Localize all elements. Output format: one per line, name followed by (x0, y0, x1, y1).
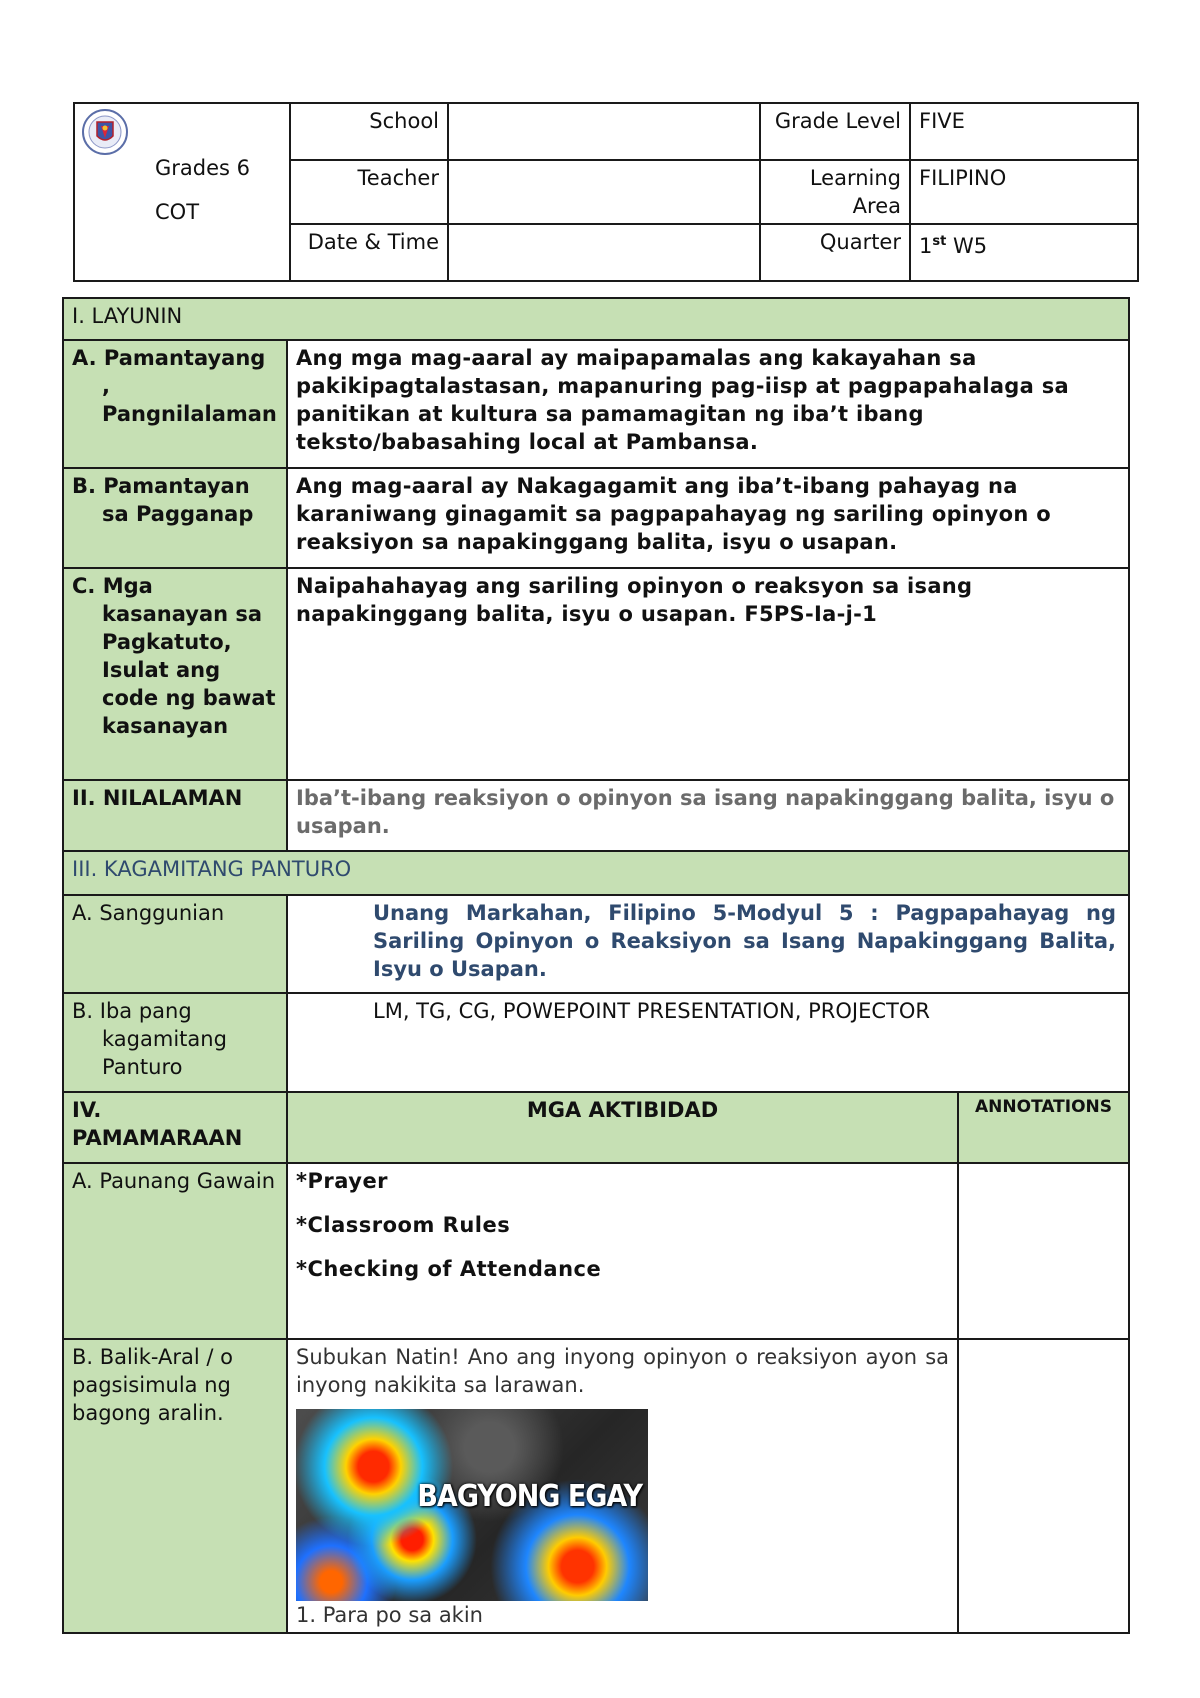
teacher-label: Teacher (290, 160, 448, 224)
lesson-plan-table (62, 297, 1130, 1634)
sanggunian-text: Unang Markahan, Filipino 5-Modyul 5 : Pagpapahayag ng Sariling Opinyon o Reaksiyon sa Isang Napakinggang Balita, Isyu o Usapan. (287, 895, 1129, 993)
balik-aral-content (287, 1339, 958, 1633)
typhoon-satellite-image (296, 1409, 648, 1601)
grade-level-label: Grade Level (760, 103, 910, 160)
pamantayang-pangnilalaman-text: Ang mga mag-aaral ay maipapamalas ang kakayahan sa pakikipagtalastasan, mapanuring pag-iisp at pagpapahalaga sa panitikan at kultura sa pamamagitan ng iba’t ibang teksto/babasahing local at Pambansa. (287, 340, 1129, 468)
school-value[interactable] (448, 103, 760, 160)
mga-aktibidad-heading: MGA AKTIBIDAD (287, 1092, 958, 1163)
learning-area-label: Learning Area (760, 160, 910, 224)
annotations-heading: ANNOTATIONS (958, 1092, 1129, 1163)
quarter-value[interactable] (910, 224, 1138, 281)
balik-aral-prompt: Subukan Natin! Ano ang inyong opinyon o reaksiyon ayon sa inyong nakikita sa larawan. (296, 1345, 949, 1397)
grades-label: Grades 6 (155, 156, 251, 180)
balik-aral-label: B. Balik-Aral / o pagsisimula ng bagong aralin. (63, 1339, 287, 1633)
activity-item: *Checking of Attendance (296, 1257, 602, 1281)
date-time-value[interactable] (448, 224, 760, 281)
activity-item: *Classroom Rules (296, 1213, 511, 1237)
quarter-number: 1 (919, 234, 933, 258)
teacher-value[interactable] (448, 160, 760, 224)
pamantayan-pagganap-label: B. Pamantayan sa Pagganap (63, 468, 287, 568)
pamamaraan-heading: IV. PAMAMARAAN (63, 1092, 287, 1163)
quarter-ordinal: st (932, 234, 947, 249)
iba-pang-kagamitan-label: B. Iba pang kagamitang Panturo (63, 993, 287, 1092)
quarter-label: Quarter (760, 224, 910, 281)
response-item: 1. Para po sa akin (296, 1603, 483, 1627)
nilalaman-text: Iba’t-ibang reaksiyon o opinyon sa isang napakinggang balita, isyu o usapan. (287, 780, 1129, 851)
cot-label: COT (155, 200, 200, 224)
kasanayan-text: Naipahahayag ang sariling opinyon o reaksyon sa isang napakinggang balita, isyu o usapan. F5PS-Ia-j-1 (287, 568, 1129, 780)
kagamitan-heading: III. KAGAMITANG PANTURO (63, 851, 1129, 895)
nilalaman-label: II. NILALAMAN (63, 780, 287, 851)
deped-seal-icon (81, 108, 129, 156)
school-label: School (290, 103, 448, 160)
grade-level-value[interactable]: FIVE (910, 103, 1138, 160)
header-table (73, 102, 1139, 282)
date-time-label: Date & Time (290, 224, 448, 281)
quarter-week: W5 (946, 234, 988, 258)
image-caption: BAGYONG EGAY (417, 1479, 642, 1514)
iba-pang-kagamitan-text: LM, TG, CG, POWEPOINT PRESENTATION, PROJECTOR (287, 993, 1129, 1092)
paunang-gawain-annotation[interactable] (958, 1163, 1129, 1339)
pamantayang-pangnilalaman-label: A. Pamantayang , Pangnilalaman (63, 340, 287, 468)
kasanayan-label: C. Mga kasanayan sa Pagkatuto, Isulat ang code ng bawat kasanayan (63, 568, 287, 780)
sanggunian-label: A. Sanggunian (63, 895, 287, 993)
school-logo-cell (74, 103, 290, 281)
layunin-heading: I. LAYUNIN (63, 298, 1129, 340)
activity-item: *Prayer (296, 1169, 389, 1193)
paunang-gawain-activities (287, 1163, 958, 1339)
balik-aral-annotation[interactable] (958, 1339, 1129, 1633)
pamantayan-pagganap-text: Ang mag-aaral ay Nakagagamit ang iba’t-ibang pahayag na karaniwang ginagamit sa pagpapahayag ng sariling opinyon o reaksiyon sa napakinggang balita, isyu o usapan. (287, 468, 1129, 568)
paunang-gawain-label: A. Paunang Gawain (63, 1163, 287, 1339)
learning-area-value[interactable]: FILIPINO (910, 160, 1138, 224)
